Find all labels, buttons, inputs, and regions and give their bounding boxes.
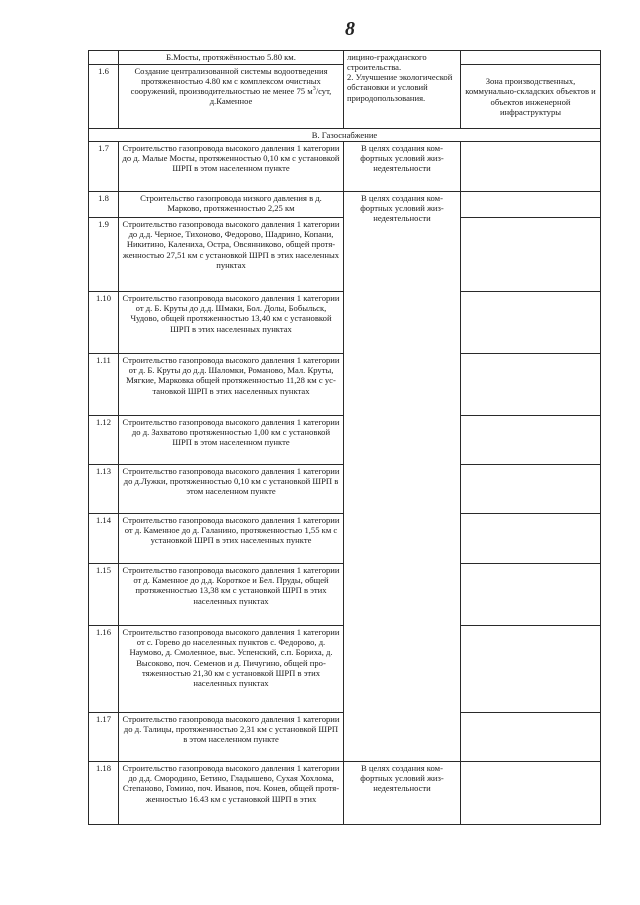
infrastructure-plan-table: [88, 50, 601, 825]
purpose-cell: лицино-гражданского строительства. 2. Улучшение экологической обстановки и условий природопользования.: [344, 51, 461, 129]
description-cell: Строительство газопровода низкого давления в д. Марково, протяженностью 2,25 км: [119, 192, 344, 218]
description-cell: Б.Мосты, протяжённостью 5.80 км.: [119, 51, 344, 65]
purpose-merged-cell: В целях создания комфортных условий жизнедеятельности: [344, 192, 461, 762]
zone-cell: [461, 564, 601, 626]
description-cell: Строительство газопровода высокого давления 1 категории до д. Малые Мосты, протяженностью 0,10 км с установкой ШРП в этом населенном пункте: [119, 142, 344, 192]
purpose-cell: В целях создания комфортных условий жизнедеятельности: [344, 762, 461, 825]
section-header-row: [89, 129, 601, 142]
zone-cell: [461, 218, 601, 292]
zone-cell: [461, 465, 601, 514]
row-number-cell: 1.15: [89, 564, 119, 626]
row-number-cell: 1.17: [89, 713, 119, 762]
table-row: [89, 51, 601, 65]
description-cell: Строительство газопровода высокого давления 1 категории до д.Лужки, протяженностью 0,10 км с установкой ШРП в этом населенном пункте: [119, 465, 344, 514]
zone-cell: [461, 416, 601, 465]
description-cell: Строительство газопровода высокого давления 1 категории от д. Б. Круты до д.д. Шаломки, Романово, Мал. Круты, Мягкие, Марковка общей протяженностью 11,28 км с установкой ШРП в этих населенных пунктах: [119, 354, 344, 416]
description-cell: Строительство газопровода высокого давления 1 категории от д. Каменное до д. Галанино, протяженностью 1,55 км с установкой ШРП в этих населенных пункте: [119, 514, 344, 564]
description-cell: Создание централизованной системы водоотведения протяженностью 4.80 км с комплексом очистных сооружений, производительностью не менее 75 $м^3$/сут, д.Каменное: [119, 65, 344, 129]
zone-cell: [461, 354, 601, 416]
row-number-cell: 1.9: [89, 218, 119, 292]
row-number-cell: 1.10: [89, 292, 119, 354]
row-number-cell: 1.18: [89, 762, 119, 825]
zone-cell: [461, 514, 601, 564]
zone-cell: [461, 51, 601, 65]
description-cell: Строительство газопровода высокого давления 1 категории до д.д. Смородино, Бетино, Гладышево, Сухая Хохлома, Степаново, Гомино, поч. Иванов, поч. Конев, общей протяженностью 16.43 км с установкой ШРП в этих: [119, 762, 344, 825]
row-number-cell: 1.16: [89, 626, 119, 713]
description-cell: Строительство газопровода высокого давления 1 категории от с. Горево до населенных пунктов с. Федорово, д. Наумово, д. Смоленное, выс. Успенский, с.п. Бориха, д. Высоково, поч. Семенов и д. Пичугино, общей протяженностью 21,30 км с установкой ШРП в этих населенных пунктах: [119, 626, 344, 713]
zone-cell: [461, 292, 601, 354]
row-number-cell: 1.7: [89, 142, 119, 192]
description-cell: Строительство газопровода высокого давления 1 категории до д.д. Черное, Тихоново, Федорово, Шадрино, Копани, Никитино, Калениха, Остра, Овсянниково, общей протяженностью 27,51 км с установкой ШРП в этих населенных пунктах: [119, 218, 344, 292]
description-cell: Строительство газопровода высокого давления 1 категории до д. Талицы, протяженностью 2,31 км с установкой ШРП в этом населенном пункте: [119, 713, 344, 762]
row-number-cell: 1.11: [89, 354, 119, 416]
row-number-cell: 1.8: [89, 192, 119, 218]
zone-cell: Зона производственных, коммунально-складских объектов и объектов инженерной инфраструктуры: [461, 65, 601, 129]
zone-cell: [461, 713, 601, 762]
row-number-cell: 1.6: [89, 65, 119, 129]
page-number: 8: [345, 18, 355, 40]
table-row: [89, 192, 601, 218]
section-title: В. Газоснабжение: [89, 129, 601, 142]
purpose-cell: В целях создания комфортных условий жизнедеятельности: [344, 142, 461, 192]
row-number-cell: 1.13: [89, 465, 119, 514]
table-row: [89, 762, 601, 825]
zone-cell: [461, 762, 601, 825]
zone-cell: [461, 142, 601, 192]
table-row: [89, 142, 601, 192]
row-number-cell: 1.14: [89, 514, 119, 564]
row-number-cell: [89, 51, 119, 65]
row-number-cell: 1.12: [89, 416, 119, 465]
zone-cell: [461, 192, 601, 218]
zone-cell: [461, 626, 601, 713]
description-cell: Строительство газопровода высокого давления 1 категории до д. Захватово протяженностью 1,00 км с установкой ШРП в этом населенном пункте: [119, 416, 344, 465]
description-cell: Строительство газопровода высокого давления 1 категории от д. Б. Круты до д.д. Шмаки, Бол. Долы, Бобыльск, Чудово, общей протяженностью 13,40 км с установкой ШРП в этих населенных пунктах: [119, 292, 344, 354]
description-cell: Строительство газопровода высокого давления 1 категории от д. Каменное до д.д. Короткое и Бел. Пруды, общей протяженностью 13,38 км с установкой ШРП в этих населенных пунктах: [119, 564, 344, 626]
